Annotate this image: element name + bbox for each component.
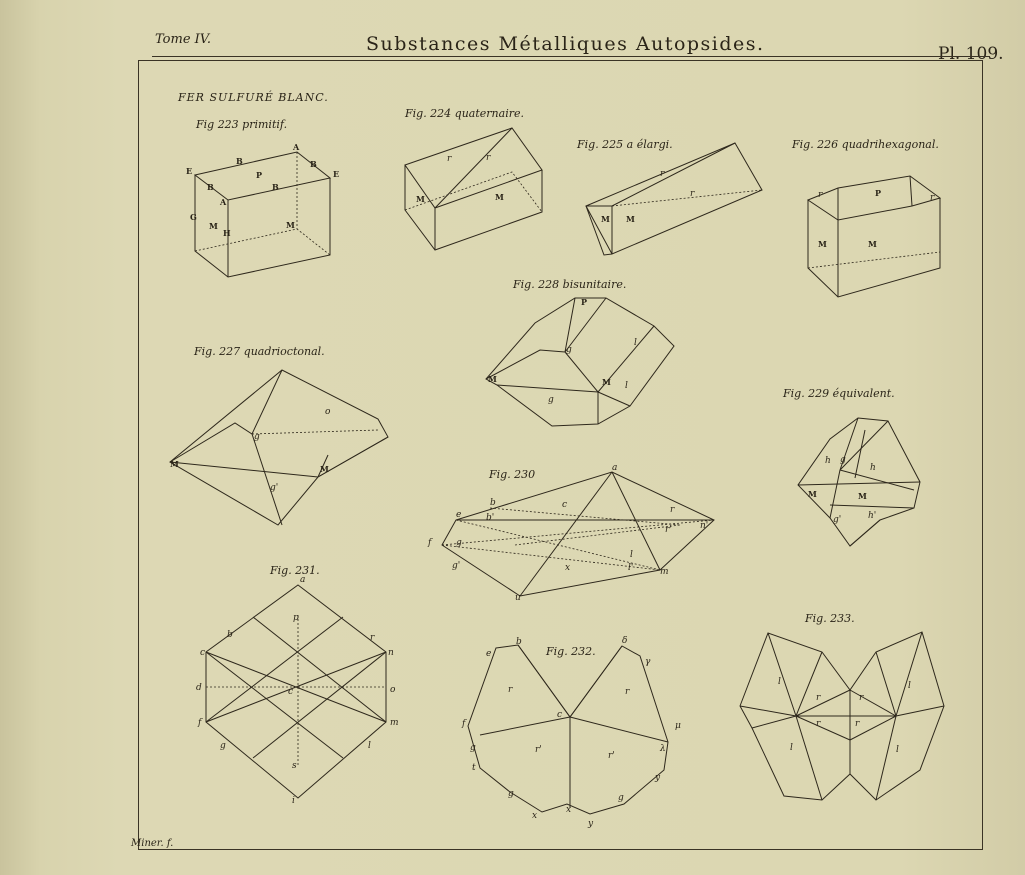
svg-text:b': b'	[486, 513, 495, 523]
tome-label: Tome IV.	[155, 32, 212, 47]
fig-228-drawing	[486, 297, 674, 426]
svg-text:E: E	[186, 166, 193, 176]
fig-232-label: Fig. 232.	[546, 645, 596, 658]
svg-text:n': n'	[700, 521, 709, 531]
fig-233-label: Fig. 233.	[805, 612, 855, 625]
svg-text:H: H	[223, 228, 231, 238]
svg-text:x: x	[566, 805, 572, 815]
fig-224-label: Fig. 224 quaternaire.	[405, 107, 524, 120]
svg-text:r: r	[670, 505, 675, 515]
svg-text:l': l'	[628, 563, 634, 573]
fig-224-drawing	[405, 128, 542, 250]
fig-227-drawing	[170, 370, 388, 525]
svg-text:a: a	[612, 463, 618, 473]
svg-text:c: c	[288, 687, 294, 697]
svg-text:r: r	[930, 193, 935, 203]
svg-text:h': h'	[868, 511, 877, 521]
svg-text:r: r	[818, 190, 823, 200]
svg-text:x: x	[532, 811, 538, 821]
fig-227-label: Fig. 227 quadrioctonal.	[194, 345, 325, 358]
svg-text:b: b	[227, 630, 233, 640]
svg-text:M: M	[416, 194, 425, 204]
svg-text:M: M	[601, 214, 610, 224]
svg-text:M: M	[209, 221, 218, 231]
svg-text:r: r	[855, 719, 860, 729]
svg-text:g: g	[618, 793, 624, 803]
svg-text:o: o	[390, 685, 396, 695]
fig-226-label: Fig. 226 quadrihexagonal.	[792, 138, 939, 151]
svg-text:M: M	[868, 239, 877, 249]
svg-text:P: P	[256, 170, 263, 180]
svg-text:b: b	[490, 498, 496, 508]
fig-232-drawing	[461, 636, 681, 829]
svg-text:t: t	[472, 763, 476, 773]
svg-text:m: m	[660, 567, 669, 577]
svg-text:P: P	[581, 297, 588, 307]
fig-225-label: Fig. 225 a élargi.	[577, 138, 673, 151]
svg-text:γ: γ	[645, 657, 651, 667]
svg-text:r: r	[690, 189, 695, 199]
svg-text:E: E	[333, 169, 340, 179]
svg-text:g: g	[508, 789, 514, 799]
svg-text:l: l	[896, 745, 899, 755]
svg-text:a: a	[300, 575, 306, 585]
plate-number: Pl. 109.	[938, 44, 1004, 64]
svg-text:M: M	[808, 489, 817, 499]
svg-text:f: f	[462, 719, 466, 729]
svg-text:r: r	[859, 693, 864, 703]
svg-text:r: r	[447, 154, 452, 164]
svg-text:r: r	[370, 633, 375, 643]
svg-text:B: B	[272, 182, 279, 192]
svg-text:g': g'	[270, 483, 279, 493]
fig-228-label: Fig. 228 bisunitaire.	[513, 278, 627, 291]
fig-223-drawing	[186, 142, 339, 277]
fig-231-label: Fig. 231.	[270, 564, 320, 577]
svg-text:p: p	[293, 613, 299, 623]
svg-text:g': g'	[833, 515, 842, 525]
svg-text:r: r	[816, 693, 821, 703]
svg-text:y: y	[588, 819, 594, 829]
fig-229-label: Fig. 229 équivalent.	[783, 387, 895, 400]
svg-text:M: M	[818, 239, 827, 249]
svg-text:μ: μ	[675, 721, 681, 731]
svg-text:u: u	[515, 593, 521, 603]
svg-text:e: e	[486, 649, 492, 659]
svg-text:λ: λ	[660, 744, 666, 754]
svg-text:g: g	[566, 345, 572, 355]
svg-text:g: g	[220, 741, 226, 751]
svg-text:M: M	[286, 220, 295, 230]
svg-text:l: l	[368, 741, 371, 751]
svg-text:l: l	[634, 338, 637, 348]
fig-223-label: Fig 223 primitif.	[196, 118, 288, 131]
fig-225-drawing	[586, 143, 762, 255]
svg-text:s: s	[292, 761, 297, 771]
svg-text:A: A	[293, 142, 300, 152]
svg-text:M: M	[488, 374, 497, 384]
svg-text:B: B	[207, 182, 214, 192]
fig-229-drawing	[798, 418, 920, 546]
svg-text:l: l	[630, 550, 633, 560]
svg-text:M: M	[495, 192, 504, 202]
svg-text:g: g	[548, 395, 554, 405]
svg-text:r': r'	[665, 525, 672, 535]
svg-text:e: e	[456, 510, 462, 520]
fig-230-drawing	[427, 463, 714, 603]
section-title: FER SULFURÉ BLANC.	[178, 91, 329, 104]
svg-text:r: r	[816, 719, 821, 729]
svg-text:x: x	[565, 563, 571, 573]
svg-text:g': g'	[452, 561, 461, 571]
svg-text:δ: δ	[622, 636, 628, 646]
svg-text:l: l	[778, 677, 781, 687]
svg-text:c: c	[557, 710, 563, 720]
svg-text:f: f	[198, 718, 202, 728]
svg-text:g: g	[470, 743, 476, 753]
svg-text:h: h	[825, 456, 831, 466]
engraver-signature: Miner. f.	[131, 838, 174, 849]
svg-text:g: g	[456, 538, 462, 548]
svg-text:G: G	[190, 212, 197, 222]
svg-text:P: P	[875, 188, 882, 198]
svg-text:M: M	[170, 459, 179, 469]
svg-text:i: i	[292, 796, 295, 806]
fig-230-label: Fig. 230	[489, 468, 536, 481]
svg-text:l: l	[790, 743, 793, 753]
plate-title: Substances Métalliques Autopsides.	[366, 33, 765, 55]
svg-text:f: f	[428, 538, 432, 548]
svg-text:c: c	[200, 648, 206, 658]
svg-text:o: o	[325, 407, 331, 417]
svg-text:r': r'	[608, 751, 615, 761]
fig-231-drawing	[196, 575, 399, 806]
svg-text:c: c	[562, 500, 568, 510]
svg-text:M: M	[858, 491, 867, 501]
svg-text:l: l	[625, 381, 628, 391]
svg-text:r: r	[508, 685, 513, 695]
svg-text:m: m	[390, 718, 399, 728]
svg-text:h: h	[870, 463, 876, 473]
svg-text:r: r	[625, 687, 630, 697]
svg-text:B: B	[236, 156, 243, 166]
svg-text:r: r	[660, 169, 665, 179]
svg-text:g: g	[254, 432, 260, 442]
svg-text:g: g	[840, 455, 846, 465]
svg-text:r': r'	[535, 745, 542, 755]
svg-text:n: n	[388, 648, 394, 658]
svg-text:r: r	[486, 153, 491, 163]
svg-text:M: M	[320, 464, 329, 474]
svg-text:b: b	[516, 637, 522, 647]
svg-text:d: d	[196, 683, 202, 693]
fig-226-drawing	[808, 176, 940, 297]
svg-text:l: l	[908, 681, 911, 691]
svg-text:A: A	[220, 197, 227, 207]
svg-text:B: B	[310, 159, 317, 169]
fig-233-drawing	[740, 632, 944, 800]
svg-text:M: M	[626, 214, 635, 224]
svg-text:y: y	[655, 773, 661, 783]
svg-text:M: M	[602, 377, 611, 387]
